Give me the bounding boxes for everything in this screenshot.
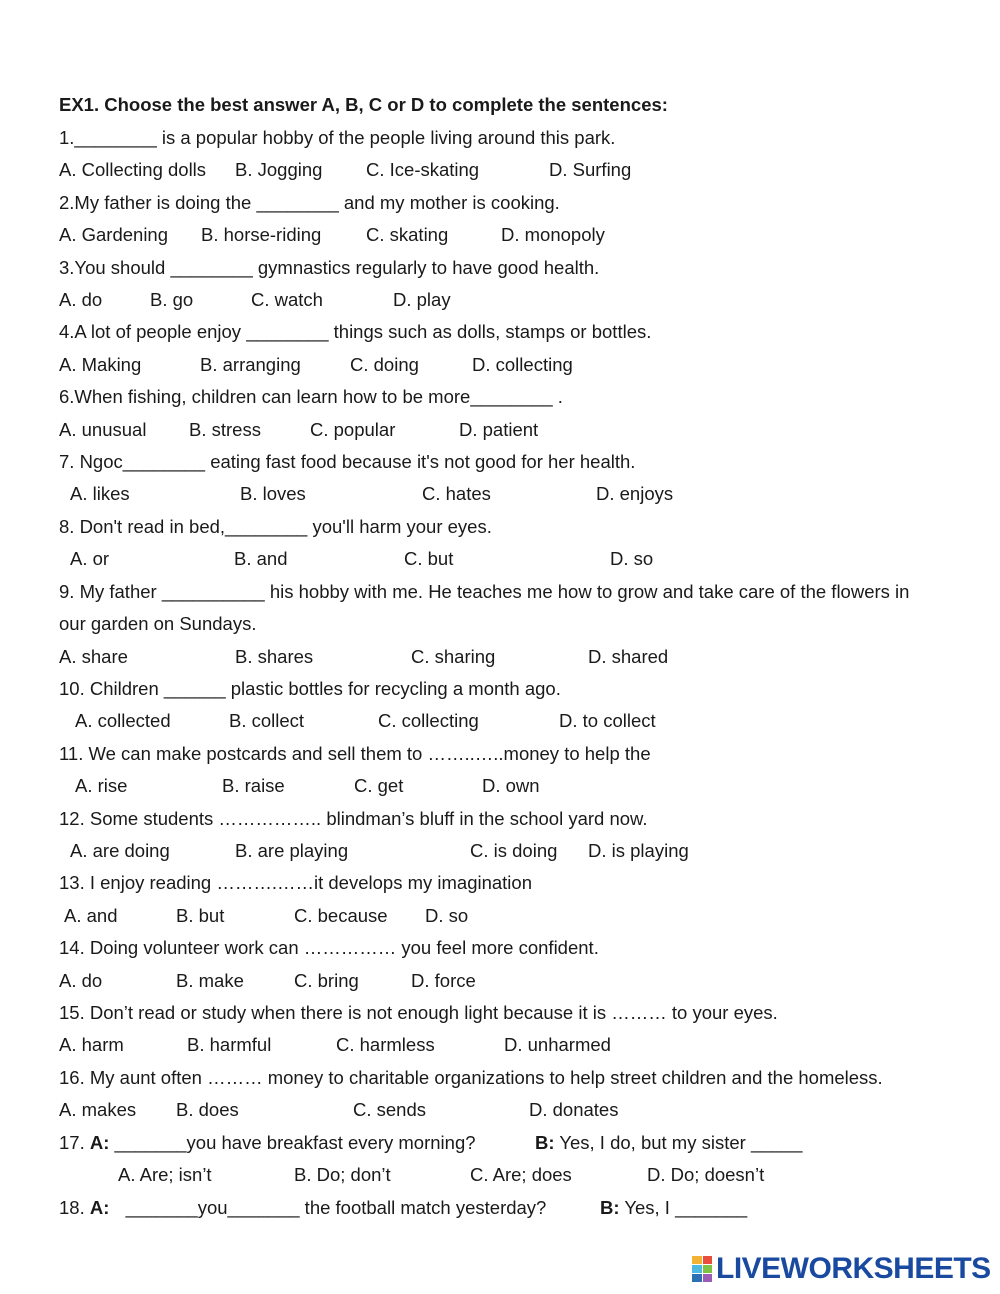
option-c[interactable]: C. get bbox=[354, 775, 404, 796]
option-d[interactable]: D. monopoly bbox=[501, 224, 605, 245]
option-a[interactable]: A. share bbox=[59, 646, 128, 667]
option-b[interactable]: B. make bbox=[176, 970, 244, 991]
question-13: 13. I enjoy reading ……….……it develops my imagination bbox=[59, 872, 532, 893]
option-c[interactable]: C. harmless bbox=[336, 1034, 435, 1055]
option-c[interactable]: C. collecting bbox=[378, 710, 479, 731]
speaker-a-label: A: bbox=[89, 1197, 110, 1218]
question-18 bbox=[59, 1197, 748, 1219]
speaker-b-label: B: bbox=[535, 1132, 555, 1153]
option-a[interactable]: A. rise bbox=[75, 775, 128, 796]
option-d[interactable]: D. Do; doesn’t bbox=[647, 1164, 765, 1185]
question-1: 1.________ is a popular hobby of the people living around this park. bbox=[59, 127, 616, 148]
question-15: 15. Don’t read or study when there is not enough light because it is ……… to your eyes. bbox=[59, 1002, 778, 1023]
option-b[interactable]: B. raise bbox=[222, 775, 285, 796]
question-7: 7. Ngoc________ eating fast food because it's not good for her health. bbox=[59, 451, 636, 472]
option-b[interactable]: B. Do; don’t bbox=[294, 1164, 391, 1185]
option-c[interactable]: C. sends bbox=[353, 1099, 427, 1120]
option-b[interactable]: B. are playing bbox=[235, 840, 349, 861]
option-d[interactable]: D. is playing bbox=[588, 840, 689, 861]
option-d[interactable]: D. force bbox=[411, 970, 476, 991]
logo-text: LIVEWORKSHEETS bbox=[716, 1252, 991, 1285]
speaker-b-text: Yes, I do, but my sister _____ bbox=[559, 1132, 803, 1153]
option-c[interactable]: C. hates bbox=[422, 483, 491, 504]
logo-icon bbox=[692, 1256, 712, 1282]
option-d[interactable]: D. enjoys bbox=[596, 483, 674, 504]
speaker-a-text: _______you have breakfast every morning? bbox=[114, 1132, 476, 1153]
option-d[interactable]: D. donates bbox=[529, 1099, 619, 1120]
option-d[interactable]: D. patient bbox=[459, 419, 539, 440]
question-10: 10. Children ______ plastic bottles for recycling a month ago. bbox=[59, 678, 561, 699]
option-a[interactable]: A. Collecting dolls bbox=[59, 159, 207, 180]
speaker-b-label: B: bbox=[600, 1197, 620, 1218]
option-c[interactable]: C. watch bbox=[251, 289, 323, 310]
option-d[interactable]: D. own bbox=[482, 775, 540, 796]
option-d[interactable]: D. to collect bbox=[559, 710, 656, 731]
option-d[interactable]: D. collecting bbox=[472, 354, 573, 375]
question-8: 8. Don't read in bed,________ you'll harm your eyes. bbox=[59, 516, 492, 537]
option-b[interactable]: B. does bbox=[176, 1099, 239, 1120]
option-c[interactable]: C. Are; does bbox=[470, 1164, 572, 1185]
option-b[interactable]: B. shares bbox=[235, 646, 314, 667]
option-b[interactable]: B. horse-riding bbox=[201, 224, 322, 245]
option-c[interactable]: C. is doing bbox=[470, 840, 558, 861]
option-a[interactable]: A. makes bbox=[59, 1099, 137, 1120]
option-c[interactable]: C. Ice-skating bbox=[366, 159, 480, 180]
exercise-title: EX1. Choose the best answer A, B, C or D to complete the sentences: bbox=[59, 94, 668, 115]
option-b[interactable]: B. loves bbox=[240, 483, 306, 504]
option-b[interactable]: B. and bbox=[234, 548, 288, 569]
option-d[interactable]: D. so bbox=[610, 548, 654, 569]
option-c[interactable]: C. but bbox=[404, 548, 454, 569]
speaker-a-label: A: bbox=[89, 1132, 110, 1153]
option-a[interactable]: A. do bbox=[59, 970, 103, 991]
option-a[interactable]: A. do bbox=[59, 289, 103, 310]
option-a[interactable]: A. Gardening bbox=[59, 224, 169, 245]
option-a[interactable]: A. unusual bbox=[59, 419, 147, 440]
question-3: 3.You should ________ gymnastics regularly to have good health. bbox=[59, 257, 600, 278]
option-a[interactable]: A. Making bbox=[59, 354, 142, 375]
option-a[interactable]: A. and bbox=[64, 905, 118, 926]
option-d[interactable]: D. play bbox=[393, 289, 451, 310]
option-b[interactable]: B. stress bbox=[189, 419, 261, 440]
option-a[interactable]: A. likes bbox=[70, 483, 130, 504]
option-d[interactable]: D. unharmed bbox=[504, 1034, 611, 1055]
question-12: 12. Some students …………….. blindman’s bluff in the school yard now. bbox=[59, 808, 648, 829]
option-b[interactable]: B. arranging bbox=[200, 354, 301, 375]
option-d[interactable]: D. so bbox=[425, 905, 469, 926]
option-c[interactable]: C. doing bbox=[350, 354, 419, 375]
option-c[interactable]: C. because bbox=[294, 905, 388, 926]
question-11: 11. We can make postcards and sell them to ……..…..money to help the bbox=[59, 743, 651, 764]
question-number: 17. bbox=[59, 1132, 85, 1153]
option-a[interactable]: A. are doing bbox=[70, 840, 170, 861]
option-c[interactable]: C. skating bbox=[366, 224, 449, 245]
question-16: 16. My aunt often ……… money to charitable organizations to help street children and the homeless. bbox=[59, 1067, 883, 1088]
liveworksheets-logo[interactable] bbox=[692, 1254, 991, 1284]
question-6: 6.When fishing, children can learn how to be more________ . bbox=[59, 386, 563, 407]
option-c[interactable]: C. sharing bbox=[411, 646, 496, 667]
question-2: 2.My father is doing the ________ and my mother is cooking. bbox=[59, 192, 560, 213]
option-b[interactable]: B. go bbox=[150, 289, 194, 310]
option-a[interactable]: A. or bbox=[70, 548, 110, 569]
question-14: 14. Doing volunteer work can …………… you feel more confident. bbox=[59, 937, 599, 958]
option-b[interactable]: B. collect bbox=[229, 710, 305, 731]
question-17 bbox=[59, 1132, 803, 1154]
speaker-b-text: Yes, I _______ bbox=[624, 1197, 748, 1218]
option-d[interactable]: D. shared bbox=[588, 646, 669, 667]
option-a[interactable]: A. collected bbox=[75, 710, 171, 731]
speaker-a-text: _______you_______ the football match yesterday? bbox=[125, 1197, 547, 1218]
question-4: 4.A lot of people enjoy ________ things such as dolls, stamps or bottles. bbox=[59, 321, 652, 342]
option-c[interactable]: C. bring bbox=[294, 970, 359, 991]
option-b[interactable]: B. Jogging bbox=[235, 159, 323, 180]
question-number: 18. bbox=[59, 1197, 85, 1218]
question-9: 9. My father __________ his hobby with me. He teaches me how to grow and take care of the flowers in bbox=[59, 581, 910, 602]
option-a[interactable]: A. Are; isn’t bbox=[118, 1164, 212, 1185]
question-9-continued: our garden on Sundays. bbox=[59, 613, 257, 634]
option-b[interactable]: B. but bbox=[176, 905, 225, 926]
option-a[interactable]: A. harm bbox=[59, 1034, 124, 1055]
option-b[interactable]: B. harmful bbox=[187, 1034, 272, 1055]
option-c[interactable]: C. popular bbox=[310, 419, 396, 440]
option-d[interactable]: D. Surfing bbox=[549, 159, 632, 180]
